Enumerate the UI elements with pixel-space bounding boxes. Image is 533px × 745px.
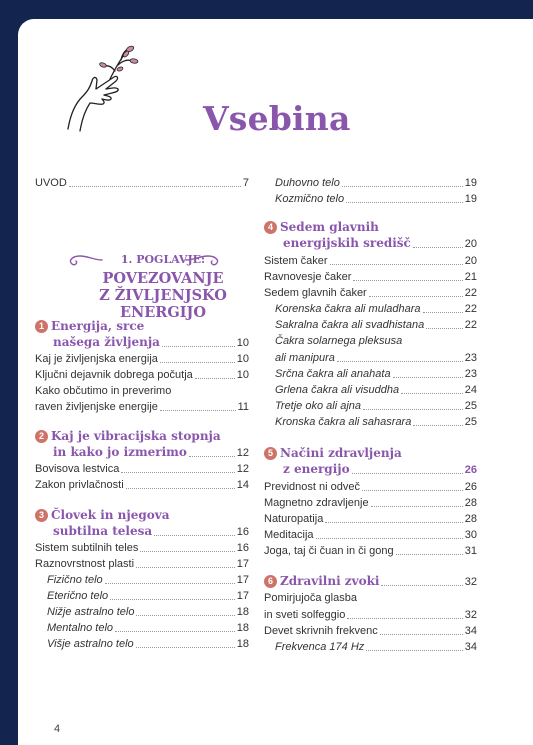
toc-title: Bovisova lestvica xyxy=(35,463,120,475)
section-heading-4[interactable] xyxy=(264,220,379,235)
section-heading-text: Človek in njegova xyxy=(51,508,170,522)
toc-title: Joga, taj či čuan in či gong xyxy=(264,545,394,557)
toc-title: Kaj je življenjska energija xyxy=(35,353,158,365)
toc-row[interactable] xyxy=(35,382,249,398)
toc-subrow[interactable] xyxy=(47,571,249,587)
toc-title: Srčna čakra ali anahata xyxy=(275,368,391,380)
toc-page: 18 xyxy=(236,622,249,634)
toc-page: 22 xyxy=(464,303,477,315)
toc-subrow[interactable] xyxy=(47,619,249,635)
toc-title: Ravnovesje čaker xyxy=(264,271,352,283)
toc-title: Pomirjujoča glasba xyxy=(264,592,357,604)
toc-page: 31 xyxy=(464,545,477,557)
toc-title: Devet skrivnih frekvenc xyxy=(264,625,378,637)
toc-title: Sistem subtilnih teles xyxy=(35,542,139,554)
chapter-title-line: Z ŽIVLJENJSKO xyxy=(99,287,227,304)
toc-title: Raznovrstnost plasti xyxy=(35,558,135,570)
toc-page: 7 xyxy=(242,177,249,189)
section-heading-text: energijskih središč xyxy=(283,236,411,250)
toc-subrow[interactable] xyxy=(47,603,249,619)
toc-title: Korenska čakra ali muladhara xyxy=(275,303,421,315)
section-number-badge: 4 xyxy=(264,221,277,234)
swirl-ornament-right-icon xyxy=(184,253,224,267)
toc-row[interactable] xyxy=(264,252,477,268)
section-heading-text: Kaj je vibracijska stopnja xyxy=(51,429,221,443)
toc-subrow[interactable] xyxy=(275,349,477,365)
section-heading-text: in kako jo izmerimo xyxy=(53,445,187,459)
toc-row[interactable] xyxy=(264,494,477,510)
toc-subrow[interactable] xyxy=(275,332,477,348)
toc-title: Ključni dejavnik dobrega počutja xyxy=(35,369,193,381)
toc-title: raven življenjske energije xyxy=(35,401,158,413)
section-heading-3[interactable] xyxy=(35,508,170,523)
toc-page: 22 xyxy=(464,319,477,331)
section-heading-text: Načini zdravljenja xyxy=(280,446,402,460)
toc-page: 26 xyxy=(464,464,477,476)
toc-page: 28 xyxy=(464,497,477,509)
toc-row[interactable] xyxy=(35,366,249,382)
toc-page: 10 xyxy=(236,353,249,365)
toc-row[interactable] xyxy=(264,606,477,622)
section-heading-text: Energija, srce xyxy=(51,319,145,333)
toc-page: 17 xyxy=(236,558,249,570)
section-heading-1[interactable] xyxy=(35,319,144,334)
toc-title: Sedem glavnih čaker xyxy=(264,287,367,299)
toc-title: Zakon privlačnosti xyxy=(35,479,124,491)
chapter-title-line: ENERGIJO xyxy=(119,304,207,321)
section-heading-5-line2[interactable] xyxy=(283,461,477,477)
section-heading-text: z energijo xyxy=(283,462,350,476)
book-page xyxy=(18,19,533,745)
toc-title: ali manipura xyxy=(275,352,335,364)
toc-page: 12 xyxy=(236,447,249,459)
toc-page: 19 xyxy=(464,193,477,205)
section-number-badge: 2 xyxy=(35,430,48,443)
toc-page: 16 xyxy=(236,526,249,538)
toc-title: Kako občutimo in preverimo xyxy=(35,385,172,397)
toc-page: 17 xyxy=(236,590,249,602)
toc-subrow[interactable] xyxy=(47,635,249,651)
toc-row[interactable] xyxy=(264,526,477,542)
toc-row[interactable] xyxy=(35,539,249,555)
toc-subrow[interactable] xyxy=(275,413,477,429)
chapter-label: 1. POGLAVJE: xyxy=(120,253,206,266)
toc-page: 12 xyxy=(236,463,249,475)
section-heading-6[interactable] xyxy=(264,573,477,589)
toc-row-intro[interactable] xyxy=(35,174,249,190)
hand-with-flower-icon xyxy=(60,41,142,137)
toc-page: 23 xyxy=(464,352,477,364)
toc-row[interactable] xyxy=(264,510,477,526)
section-heading-text: subtilna telesa xyxy=(53,524,153,538)
toc-title: Fizično telo xyxy=(47,574,103,586)
toc-subrow[interactable] xyxy=(275,190,477,206)
toc-page: 17 xyxy=(236,574,249,586)
toc-subrow[interactable] xyxy=(47,587,249,603)
toc-title: UVOD xyxy=(35,177,67,189)
toc-subrow[interactable] xyxy=(275,365,477,381)
section-number-badge: 5 xyxy=(264,447,277,460)
page-number: 4 xyxy=(54,723,61,735)
toc-title: Sistem čaker xyxy=(264,255,328,267)
toc-subrow[interactable] xyxy=(275,397,477,413)
toc-page: 19 xyxy=(464,177,477,189)
toc-page: 18 xyxy=(236,638,249,650)
toc-title: Čakra solarnega pleksusa xyxy=(275,335,403,347)
toc-title: Meditacija xyxy=(264,529,314,541)
toc-row[interactable] xyxy=(35,398,249,414)
toc-page: 34 xyxy=(464,641,477,653)
toc-row[interactable] xyxy=(264,622,477,638)
toc-row[interactable] xyxy=(264,478,477,494)
toc-title: Grlena čakra ali visuddha xyxy=(275,384,400,396)
toc-row[interactable] xyxy=(35,460,249,476)
toc-page: 28 xyxy=(464,513,477,525)
toc-title: Mentalno telo xyxy=(47,622,114,634)
toc-title: Duhovno telo xyxy=(275,177,340,189)
section-heading-text: našega življenja xyxy=(53,335,160,349)
toc-subrow[interactable] xyxy=(275,300,477,316)
toc-subrow[interactable] xyxy=(275,638,477,654)
toc-page: 25 xyxy=(464,400,477,412)
toc-page: 26 xyxy=(464,481,477,493)
toc-title: in sveti solfeggio xyxy=(264,609,346,621)
toc-page: 10 xyxy=(236,369,249,381)
toc-page: 21 xyxy=(464,271,477,283)
section-heading-1-line2[interactable] xyxy=(53,334,249,350)
toc-page: 25 xyxy=(464,416,477,428)
toc-page: 10 xyxy=(236,337,249,349)
toc-title: Tretje oko ali ajna xyxy=(275,400,362,412)
section-heading-text: Zdravilni zvoki xyxy=(280,574,380,588)
section-heading-3-line2[interactable] xyxy=(53,523,249,539)
section-heading-text: Sedem glavnih xyxy=(280,220,379,234)
toc-title: Frekvenca 174 Hz xyxy=(275,641,365,653)
section-number-badge: 3 xyxy=(35,509,48,522)
toc-title: Magnetno zdravljenje xyxy=(264,497,369,509)
toc-row[interactable] xyxy=(35,350,249,366)
toc-page: 18 xyxy=(236,606,249,618)
toc-title: Eterično telo xyxy=(47,590,109,602)
toc-title: Previdnost ni odveč xyxy=(264,481,360,493)
toc-subrow[interactable] xyxy=(275,174,477,190)
toc-title: Nižje astralno telo xyxy=(47,606,135,618)
toc-row[interactable] xyxy=(35,555,249,571)
section-heading-2[interactable] xyxy=(35,429,221,444)
toc-page: 30 xyxy=(464,529,477,541)
toc-page: 14 xyxy=(236,479,249,491)
toc-subrow[interactable] xyxy=(275,381,477,397)
chapter-title-line: POVEZOVANJE xyxy=(102,270,224,287)
toc-title: Kozmično telo xyxy=(275,193,345,205)
section-heading-2-line2[interactable] xyxy=(53,444,249,460)
section-heading-4-line2[interactable] xyxy=(283,235,477,251)
toc-row[interactable] xyxy=(264,542,477,558)
toc-title: Sakralna čakra ali svadhistana xyxy=(275,319,425,331)
toc-row[interactable] xyxy=(35,476,249,492)
toc-page: 24 xyxy=(464,384,477,396)
toc-page: 32 xyxy=(464,576,477,588)
toc-page: 11 xyxy=(237,401,249,413)
toc-row[interactable] xyxy=(264,268,477,284)
toc-page: 34 xyxy=(464,625,477,637)
toc-title: Višje astralno telo xyxy=(47,638,134,650)
section-heading-5[interactable] xyxy=(264,446,402,461)
toc-subrow[interactable] xyxy=(275,316,477,332)
toc-page: 22 xyxy=(464,287,477,299)
toc-title: Kronska čakra ali sahasrara xyxy=(275,416,412,428)
page-title: Vsebina xyxy=(203,99,351,138)
toc-page: 20 xyxy=(464,238,477,250)
toc-page: 20 xyxy=(464,255,477,267)
toc-page: 16 xyxy=(236,542,249,554)
toc-row[interactable] xyxy=(264,589,477,605)
section-number-badge: 1 xyxy=(35,320,48,333)
toc-page: 32 xyxy=(464,609,477,621)
section-number-badge: 6 xyxy=(264,575,277,588)
toc-title: Naturopatija xyxy=(264,513,324,525)
toc-row[interactable] xyxy=(264,284,477,300)
toc-page: 23 xyxy=(464,368,477,380)
